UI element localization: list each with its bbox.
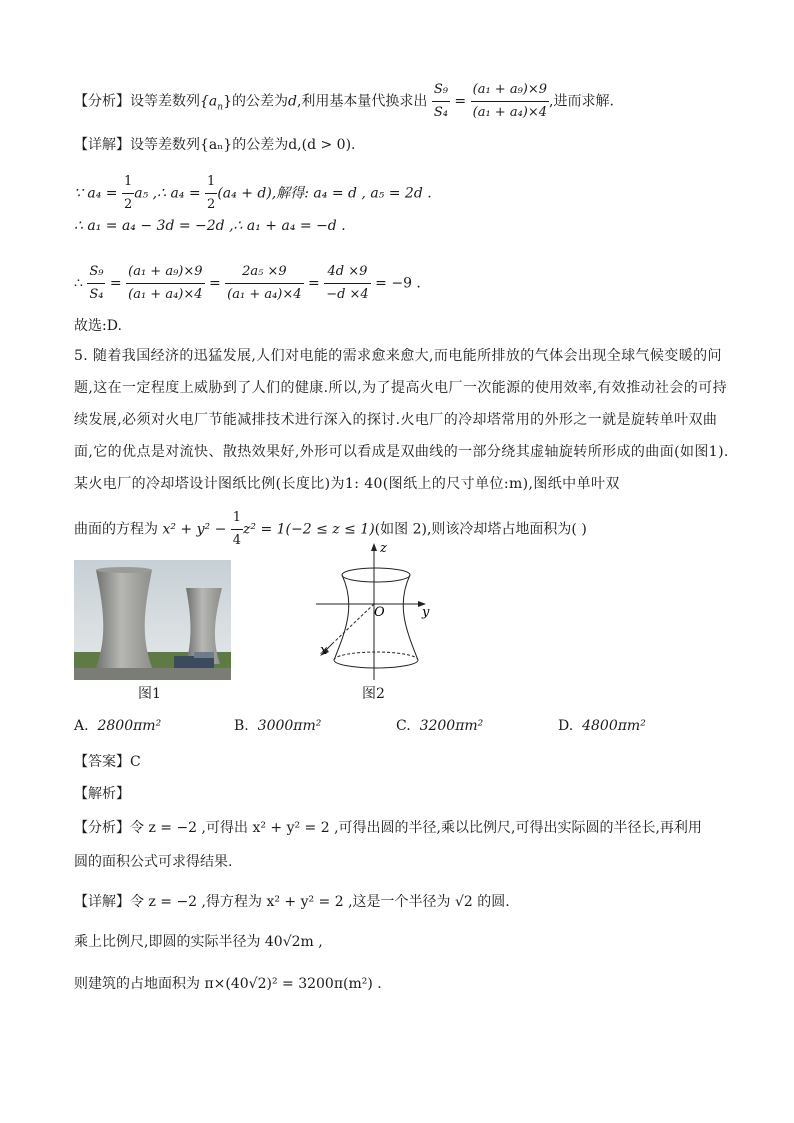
analysis-line: 【分析】设等差数列$\{a_n\}$的公差为d,利用基本量代换求出 $\frac{\text{S₉}}{\text{S₄}}$ = $\frac{\text{(a₁ + a₉)×9}}{\text{(a₁ + a₄)×4}}$ ,进而求解. [74,80,614,123]
choice-line: 故选:D. [74,318,122,334]
jiexi-label: 【解析】 [74,786,130,802]
option-c[interactable]: C. 3200πm² [396,718,484,734]
question-5-text: 5. 随着我国经济的迅猛发展,人们对电能的需求愈来愈大,而电能所排放的气体会出现全球气候变暖的问题,这在一定程度上威胁到了人们的健康.所以,为了提高火电厂一次能源的使用效率,有效推动社会的可持续发展,必须对火电厂节能减排技术进行深入的探讨.火电厂的冷却塔常用的外形之一就是旋转单叶双曲面,它的优点是对流快、散热效果好,外形可以看成是双曲线的一部分绕其虚轴旋转所形成的曲面(如图1).某火电厂的冷却塔设计图纸比例(长度比)为1: 40(图纸上的尺寸单位:m),图纸中单叶双 [74,348,729,492]
analysis-2-line-2: 圆的面积公式可求得结果. [74,854,233,870]
question-5-last-line: 曲面的方程为 x² + y² − $\frac{1}{4}$ z² = 1(−2 ≤ z ≤ 1)(如图 2),则该冷却塔占地面积为( ) [74,510,587,548]
detail-line-1: 【详解】设等差数列{aₙ}的公差为d,(d > 0). [74,137,356,153]
detail-2-line-2: 乘上比例尺,即圆的实际半径为 40√2m , [74,934,323,950]
option-b[interactable]: B. 3000πm² [234,718,322,734]
hyperboloid-diagram [312,540,442,685]
option-a[interactable]: A. 2800πm² [74,718,162,734]
figure-1-caption: 图1 [138,686,161,702]
origin-label: O [374,605,385,620]
analysis-2-line-1: 【分析】令 z = −2 ,可得出 x² + y² = 2 ,可得出圆的半径,乘以比例尺,可得出实际圆的半径长,再利用 [74,820,702,836]
z-axis-label: z [380,541,387,556]
cooling-tower-photo [74,560,231,680]
option-d[interactable]: D. 4800πm² [558,718,646,734]
detail-2-line-3: 则建筑的占地面积为 π×(40√2)² = 3200π(m²) . [74,976,382,992]
fraction-formula: $\frac{\text{(a₁ + a₉)×9}}{\text{(a₁ + a₄)×4}}$ [472,82,548,120]
answer-line: 【答案】C [74,754,141,770]
y-axis-label: y [422,605,430,620]
detail-line-4: ∴ $\frac{\text{S₉}}{\text{S₄}}$ = $\frac{\text{(a₁ + a₉)×9}}{\text{(a₁ + a₄)×4}}$ = $\frac{\text{2a₅ ×9}}{\text{(a₁ + a₄)×4}}$ = $\frac{4d \times 9}{-d \times 4}$ = −9 . [74,264,421,302]
x-axis-label: x [320,643,328,658]
analysis-label: 【分析】 [74,93,130,110]
detail-line-2: ∵ a₄ = $\frac{1}{2}$ a₅ ,∴ a₄ = $\frac{1}{2}$ (a₄ + d),解得: a₄ = d , a₅ = 2d . [74,174,432,212]
figure-2-caption: 图2 [362,686,385,702]
detail-line-3: ∴ a₁ = a₄ − 3d = −2d ,∴ a₁ + a₄ = −d . [74,218,346,234]
z-axis-arrow [371,543,377,551]
detail-2-line-1: 【详解】令 z = −2 ,得方程为 x² + y² = 2 ,这是一个半径为 √2 的圆. [74,894,510,910]
fraction-s9-s4: $\frac{\text{S₉}}{\text{S₄}}$ [433,82,448,120]
